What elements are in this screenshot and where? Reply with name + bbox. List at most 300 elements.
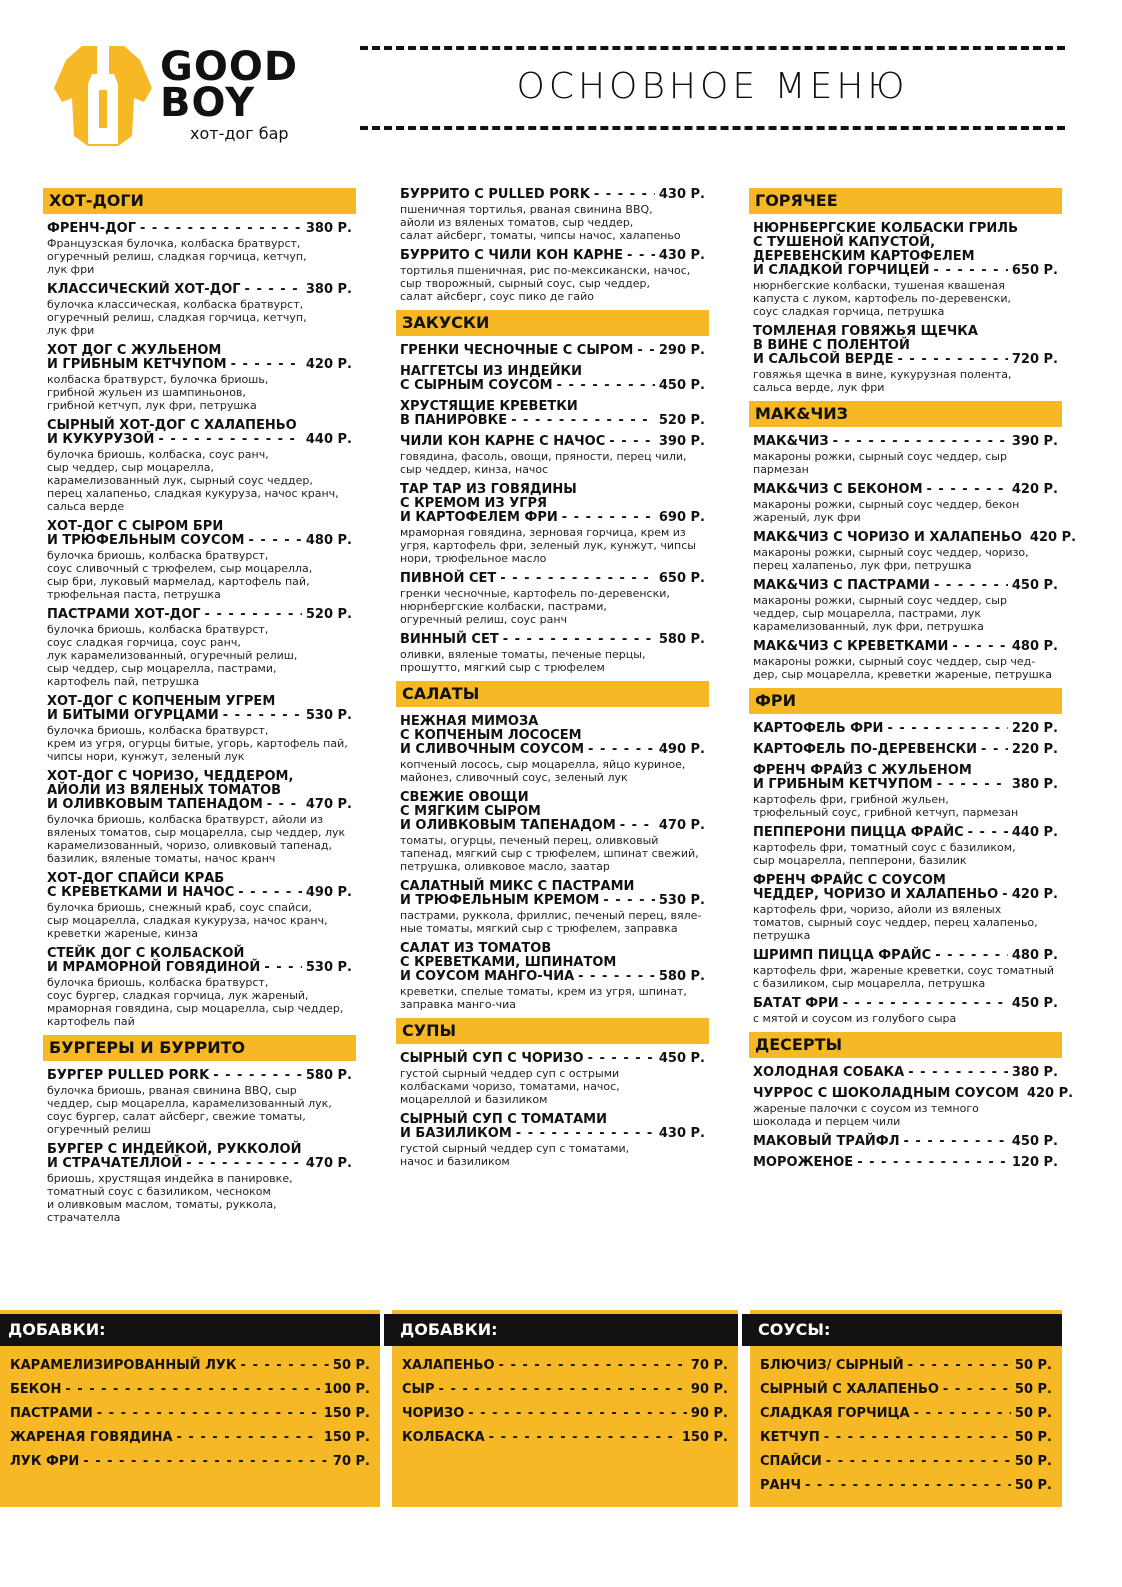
menu-item-name-last-line: И ГРИБНЫМ КЕТЧУПОМ [753, 777, 933, 792]
addon-item [402, 1406, 728, 1421]
menu-item [47, 872, 352, 940]
menu-item [753, 1135, 1058, 1149]
menu-item-description: макароны рожки, сырный соус чеддер, чоризо, перец халапеньо, лук фри, петрушка [753, 546, 1029, 572]
dot-leader [943, 1382, 1011, 1397]
menu-item-name: ГРЕНКИ ЧЕСНОЧНЫЕ С СЫРОМ [400, 343, 634, 358]
menu-item-name: МОРОЖЕНОЕ [753, 1155, 854, 1170]
addon-price: 50 Р. [332, 1358, 370, 1373]
addon-item [760, 1454, 1052, 1469]
menu-item-title [753, 1135, 1058, 1149]
menu-column-3 [749, 188, 1077, 1177]
menu-item [753, 579, 1058, 633]
menu-item-title [753, 435, 1058, 449]
dot-leader [213, 1069, 302, 1083]
menu-column-2 [396, 188, 709, 1175]
menu-item-title [400, 483, 705, 525]
addon-price: 50 Р. [1014, 1406, 1052, 1421]
addon-item [760, 1358, 1052, 1373]
menu-item-price: 450 Р. [1011, 578, 1058, 593]
menu-item-description: макароны рожки, сырный соус чеддер, сыр чед- дер, сыр моцарелла, креветки жареные, петрушка [753, 655, 1053, 681]
dot-leader [588, 1052, 655, 1066]
menu-item [753, 325, 1058, 394]
dot-leader [904, 1135, 1008, 1149]
menu-item-title [47, 283, 352, 297]
addons-panel-1 [0, 1310, 380, 1507]
dot-leader [603, 894, 655, 908]
menu-item-name: ХОТ-ДОГ С СЫРОМ БРИ [47, 519, 224, 534]
menu-item-title [47, 344, 352, 372]
menu-item-price: 420 Р. [1029, 530, 1077, 545]
menu-item-name: САЛАТНЫЙ МИКС С ПАСТРАМИ [400, 879, 635, 894]
menu-item-title [47, 872, 352, 900]
addon-item [760, 1430, 1052, 1445]
menu-item-name: НЕЖНАЯ МИМОЗА С КОПЧЕНЫМ ЛОСОСЕМ [400, 714, 582, 743]
dot-leader [934, 579, 1008, 593]
dot-leader [908, 1066, 1008, 1080]
addon-item [10, 1454, 370, 1469]
menu-item-price: 450 Р. [658, 378, 705, 393]
addon-name: ЖАРЕНАЯ ГОВЯДИНА [10, 1430, 173, 1445]
dot-leader [158, 433, 301, 447]
dot-leader [223, 709, 302, 723]
addon-name: РАНЧ [760, 1478, 801, 1493]
menu-item [753, 530, 1077, 572]
menu-item-name: КАРТОФЕЛЬ ФРИ [753, 721, 884, 736]
dot-leader [826, 1454, 1011, 1469]
menu-item-price: 420 Р. [1026, 1086, 1074, 1101]
menu-item-name-last-line: И БАЗИЛИКОМ [400, 1126, 512, 1141]
menu-item-name-last-line: И ГРИБНЫМ КЕТЧУПОМ [47, 357, 227, 372]
menu-item-description: с мятой и соусом из голубого сыра [753, 1012, 957, 1025]
menu-item-name: МАКОВЫЙ ТРАЙФЛ [753, 1134, 900, 1149]
panel-title: СОУСЫ: [742, 1314, 1062, 1346]
menu-item-price: 650 Р. [1011, 263, 1058, 278]
menu-item-price: 470 Р. [658, 818, 705, 833]
dot-leader [499, 1358, 687, 1373]
menu-item-name-last-line: И ОЛИВКОВЫМ ТАПЕНАДОМ [47, 797, 263, 812]
menu-item-name: ХОТ-ДОГ С ЧОРИЗО, ЧЕДДЕРОМ, АЙОЛИ ИЗ ВЯЛЕНЫХ ТОМАТОВ [47, 769, 294, 798]
menu-item-price: 470 Р. [305, 1156, 352, 1171]
menu-item [400, 942, 705, 1011]
dot-leader [562, 511, 655, 525]
menu-item-name: МАК&ЧИЗ С ПАСТРАМИ [753, 578, 930, 593]
menu-item-price: 470 Р. [305, 797, 352, 812]
addon-list [392, 1358, 738, 1454]
menu-item-title [400, 249, 705, 263]
menu-item-price: 450 Р. [1011, 996, 1058, 1011]
dot-leader [908, 1358, 1011, 1373]
menu-item-title [753, 722, 1058, 736]
addon-price: 150 Р. [323, 1406, 370, 1421]
menu-item [47, 344, 352, 412]
menu-item-name: СЫРНЫЙ ХОТ-ДОГ С ХАЛАПЕНЬО [47, 418, 297, 433]
menu-item-title [753, 640, 1058, 654]
menu-item-name: ТАР ТАР ИЗ ГОВЯДИНЫ С КРЕМОМ ИЗ УГРЯ [400, 482, 577, 511]
menu-item-price: 480 Р. [305, 533, 352, 548]
menu-item-description: картофель фри, чоризо, айоли из вяленых томатов, сырный соус чеддер, перец халапеньо, петрушка [753, 903, 1038, 942]
dot-leader [238, 886, 302, 900]
addon-item [10, 1382, 370, 1397]
menu-item-name-last-line: И КУКУРУЗОЙ [47, 432, 155, 447]
section-header: БУРГЕРЫ И БУРРИТО [43, 1035, 356, 1061]
menu-item-price: 520 Р. [305, 607, 352, 622]
menu-item-description: нюрнбегские колбаски, тушеная квашеная капуста с луком, картофель по-деревенски, соус сладкая горчица, петрушка [753, 279, 1012, 318]
section-header: ФРИ [749, 688, 1062, 714]
menu-item-price: 390 Р. [1011, 434, 1058, 449]
dot-leader [914, 1406, 1011, 1421]
addon-name: ХАЛАПЕНЬО [402, 1358, 495, 1373]
addon-item [10, 1406, 370, 1421]
addon-price: 70 Р. [332, 1454, 370, 1469]
menu-item-description: булочка бриошь, рваная свинина BBQ, сыр чеддер, сыр моцарелла, карамелизованный лук, соус бургер, салат айсберг, свежие томаты, огуречный релиш [47, 1084, 332, 1136]
addon-price: 50 Р. [1014, 1358, 1052, 1373]
section-header: СУПЫ [396, 1018, 709, 1044]
menu-item-description: креветки, спелые томаты, крем из угря, шпинат, заправка манго-чиа [400, 985, 687, 1011]
logo-subtitle: хот-дог бар [190, 124, 289, 143]
addon-name: СПАЙСИ [760, 1454, 822, 1469]
menu-item-name: ФРЕНЧ ФРАЙЗ С ЖУЛЬЕНОМ [753, 763, 972, 778]
menu-item-title [753, 949, 1058, 963]
menu-item-name: ХРУСТЯЩИЕ КРЕВЕТКИ [400, 399, 578, 414]
menu-item-price: 440 Р. [1011, 825, 1058, 840]
menu-item [400, 344, 705, 358]
menu-item-title [753, 483, 1058, 497]
addon-item [10, 1358, 370, 1373]
menu-item-name: ВИННЫЙ СЕТ [400, 632, 499, 647]
addon-price: 50 Р. [1014, 1454, 1052, 1469]
dot-leader [934, 264, 1008, 278]
menu-item [753, 874, 1058, 942]
menu-item-description: макароны рожки, сырный соус чеддер, сыр чеддер, сыр моцарелла, пастрами, лук карамелизованный, лук фри, петрушка [753, 594, 1007, 633]
menu-item [753, 640, 1058, 681]
menu-item-price: 720 Р. [1011, 352, 1058, 367]
menu-item-title [753, 743, 1058, 757]
dot-leader [65, 1382, 320, 1397]
menu-item-name: ПАСТРАМИ ХОТ-ДОГ [47, 607, 201, 622]
menu-item-price: 430 Р. [658, 187, 705, 202]
menu-item-name: БУРРИТО С ЧИЛИ КОН КАРНЕ [400, 248, 624, 263]
menu-item [753, 1086, 1074, 1128]
addon-price: 150 Р. [681, 1430, 728, 1445]
menu-item-name-last-line: ЧЕДДЕР, ЧОРИЗО И ХАЛАПЕНЬО [753, 887, 999, 902]
dot-leader [805, 1478, 1011, 1493]
section-header: САЛАТЫ [396, 681, 709, 707]
menu-item [753, 222, 1058, 318]
menu-item-price: 420 Р. [305, 357, 352, 372]
menu-item-name: ПЕППЕРОНИ ПИЦЦА ФРАЙС [753, 825, 964, 840]
menu-item-name: НАГГЕТСЫ ИЗ ИНДЕЙКИ [400, 364, 583, 379]
addon-name: ЛУК ФРИ [10, 1454, 80, 1469]
menu-item-title [753, 1086, 1074, 1101]
addon-price: 90 Р. [690, 1406, 728, 1421]
menu-item-title [47, 1143, 352, 1171]
panel-title: ДОБАВКИ: [384, 1314, 738, 1346]
menu-item [753, 483, 1058, 524]
menu-item [400, 791, 705, 873]
menu-item-description: булочка бриошь, колбаска братвурст, соус сладкая горчица, соус ранч, лук карамелизованный, огуречный релиш, сыр чеддер, сыр моцарелла, пастрами, картофель пай, петрушка [47, 623, 298, 688]
menu-item [400, 715, 705, 784]
menu-item-title [47, 419, 352, 447]
menu-item-price: 420 Р. [1011, 482, 1058, 497]
addon-price: 70 Р. [690, 1358, 728, 1373]
dot-leader [824, 1430, 1011, 1445]
menu-item [753, 997, 1058, 1025]
menu-item [753, 435, 1058, 476]
addon-name: КОЛБАСКА [402, 1430, 485, 1445]
section-header: ЗАКУСКИ [396, 310, 709, 336]
addon-item [402, 1430, 728, 1445]
menu-item-title [400, 344, 705, 358]
menu-item [47, 419, 352, 513]
menu-item-name-last-line: И БИТЫМИ ОГУРЦАМИ [47, 708, 219, 723]
addon-item [10, 1430, 370, 1445]
dot-leader [609, 435, 655, 449]
menu-item-price: 430 Р. [658, 248, 705, 263]
menu-item-name: БУРРИТО С PULLED PORK [400, 187, 590, 202]
menu-item-title [400, 880, 705, 908]
menu-item-title [400, 1113, 705, 1141]
dot-leader [500, 572, 655, 586]
menu-item [400, 1052, 705, 1106]
menu-item-description: пастрами, руккола, фриллис, печеный перец, вяле- ные томаты, мягкий сыр с трюфелем, заправка [400, 909, 702, 935]
dot-leader [588, 743, 655, 757]
menu-item-name-last-line: И МРАМОРНОЙ ГОВЯДИНОЙ [47, 960, 261, 975]
menu-item-name-last-line: И СОУСОМ МАНГО-ЧИА [400, 969, 575, 984]
dot-leader [264, 961, 302, 975]
menu-item-description: картофель фри, грибной жульен, трюфельный соус, грибной кетчуп, пармезан [753, 793, 1019, 819]
menu-item-price: 580 Р. [658, 969, 705, 984]
menu-item-price: 290 Р. [658, 343, 705, 358]
menu-item-name: МАК&ЧИЗ С БЕКОНОМ [753, 482, 923, 497]
menu-item-title [400, 572, 705, 586]
menu-item [400, 483, 705, 565]
menu-item-price: 450 Р. [1011, 1134, 1058, 1149]
menu-item-title [400, 400, 705, 428]
dot-leader [267, 798, 302, 812]
menu-item-description: булочка бриошь, колбаска братвурст, айоли из вяленых томатов, сыр моцарелла, сыр чеддер, лук карамелизованный, чоризо, оливковый тапенад, базилик, вяленые томаты, начос кранч [47, 813, 346, 865]
menu-item-price: 490 Р. [305, 885, 352, 900]
dot-leader [489, 1430, 678, 1445]
addon-price: 50 Р. [1014, 1382, 1052, 1397]
dot-leader [83, 1454, 329, 1469]
menu-item-title [753, 764, 1058, 792]
dot-leader [231, 358, 302, 372]
dot-leader [439, 1382, 687, 1397]
menu-item-description: макароны рожки, сырный соус чеддер, сыр пармезан [753, 450, 1007, 476]
menu-item-description: копченый лосось, сыр моцарелла, яйцо куриное, майонез, сливочный соус, зеленый лук [400, 758, 686, 784]
menu-item-description: томаты, огурцы, печеный перец, оливковый тапенад, мягкий сыр с трюфелем, шпинат свежий, петрушка, оливковое масло, заатар [400, 834, 699, 873]
menu-item-price: 380 Р. [1011, 1065, 1058, 1080]
menu-item-description: мраморная говядина, зерновая горчица, крем из угря, картофель фри, зеленый лук, кунжут, чипсы нори, трюфельное масло [400, 526, 696, 565]
menu-item [400, 365, 705, 393]
menu-item-title [400, 365, 705, 393]
dot-leader [140, 222, 302, 236]
menu-item-description: картофель фри, жареные креветки, соус томатный с базиликом, сыр моцарелла, петрушка [753, 964, 1055, 990]
menu-item [400, 249, 705, 303]
dot-leader [937, 778, 1008, 792]
dot-leader [594, 188, 655, 202]
menu-item [753, 826, 1058, 867]
menu-item-description: бриошь, хрустящая индейка в панировке, томатный соус с базиликом, чесноком и оливковым маслом, томаты, руккола, страчателла [47, 1172, 293, 1224]
menu-item-description: говяжья щечка в вине, кукурузная полента, сальса верде, лук фри [753, 368, 1012, 394]
addon-item [402, 1382, 728, 1397]
section-header: ГОРЯЧЕЕ [749, 188, 1062, 214]
addon-item [760, 1478, 1052, 1493]
menu-item-description: булочка бриошь, колбаска братвурст, крем из угря, огурцы битые, угорь, картофель пай, чипсы нори, кунжут, зеленый лук [47, 724, 348, 763]
menu-item-price: 440 Р. [305, 432, 352, 447]
menu-item-name: БУРГЕР PULLED PORK [47, 1068, 210, 1083]
addon-list [750, 1358, 1062, 1502]
menu-item-title [47, 520, 352, 548]
menu-item [47, 520, 352, 601]
menu-item-title [753, 579, 1058, 593]
menu-item-description: картофель фри, томатный соус с базиликом, сыр моцарелла, пепперони, базилик [753, 841, 1016, 867]
dog-logo-icon [48, 40, 158, 152]
menu-item-price: 530 Р. [305, 960, 352, 975]
menu-item-price: 480 Р. [1011, 639, 1058, 654]
dot-leader [1002, 888, 1008, 902]
menu-item-description: гренки чесночные, картофель по-деревенски, нюрнбергские колбаски, пастрами, огуречный релиш, соус ранч [400, 587, 670, 626]
menu-item [47, 608, 352, 688]
menu-item-name: ФРЕНЧ-ДОГ [47, 221, 136, 236]
menu-item-title [47, 695, 352, 723]
menu-item-price: 690 Р. [658, 510, 705, 525]
menu-item-name: ТОМЛЕНАЯ ГОВЯЖЬЯ ЩЕЧКА В ВИНЕ С ПОЛЕНТОЙ [753, 324, 978, 353]
menu-item-name: НЮРНБЕРГСКИЕ КОЛБАСКИ ГРИЛЬ С ТУШЕНОЙ КАПУСТОЙ, ДЕРЕВЕНСКИМ КАРТОФЕЛЕМ [753, 221, 1019, 264]
addon-price: 100 Р. [323, 1382, 370, 1397]
menu-item [753, 743, 1058, 757]
dot-leader [468, 1406, 687, 1421]
addon-list [0, 1358, 380, 1478]
dot-leader [952, 640, 1007, 654]
dot-leader [503, 633, 655, 647]
menu-item-title [400, 633, 705, 647]
menu-item-price: 480 Р. [1011, 948, 1058, 963]
menu-item-description: колбаска братвурст, булочка бриошь, грибной жульен из шампиньонов, грибной кетчуп, лук фри, петрушка [47, 373, 269, 412]
addon-item [760, 1406, 1052, 1421]
menu-item-title [753, 874, 1058, 902]
menu-item-description: пшеничная тортилья, рваная свинина BBQ, айоли из вяленых томатов, сыр чеддер, салат айсберг, томаты, чипсы начос, халапеньо [400, 203, 681, 242]
dot-leader [637, 344, 655, 358]
menu-item [400, 188, 705, 242]
menu-item [753, 1156, 1058, 1170]
menu-item-title [753, 826, 1058, 840]
menu-item-name-last-line: И СЛИВОЧНЫМ СОУСОМ [400, 742, 585, 757]
menu-item-price: 430 Р. [658, 1126, 705, 1141]
dot-leader [97, 1406, 320, 1421]
menu-item [400, 572, 705, 626]
menu-item-title [47, 1069, 352, 1083]
menu-item [400, 633, 705, 674]
addon-name: СЫР [402, 1382, 435, 1397]
menu-item-description: булочка классическая, колбаска братвурст, огуречный релиш, сладкая горчица, кетчуп, лук фри [47, 298, 307, 337]
menu-item-title [753, 997, 1058, 1011]
menu-item-description: жареные палочки с соусом из темного шоколада и перцем чили [753, 1102, 979, 1128]
menu-item-name: КЛАССИЧЕСКИЙ ХОТ-ДОГ [47, 282, 241, 297]
logo-wordmark-boy: BOY [160, 80, 256, 126]
addon-name: КАРАМЕЛИЗИРОВАННЫЙ ЛУК [10, 1358, 237, 1373]
menu-item [47, 770, 352, 865]
menu-item [753, 764, 1058, 819]
menu-item-title [47, 608, 352, 622]
menu-item-name: ХОЛОДНАЯ СОБАКА [753, 1065, 905, 1080]
menu-item-description: тортилья пшеничная, рис по-мексикански, начос, сыр творожный, сырный соус, сыр чеддер, салат айсберг, соус пико де гайо [400, 264, 691, 303]
menu-item-name: САЛАТ ИЗ ТОМАТОВ С КРЕВЕТКАМИ, ШПИНАТОМ [400, 941, 617, 970]
dot-leader [186, 1157, 302, 1171]
dot-leader [935, 949, 1008, 963]
menu-item-description: булочка бриошь, колбаска братвурст, соус бургер, сладкая горчица, лук жареный, мраморная говядина, сыр моцарелла, сыр чеддер, картофель пай [47, 976, 344, 1028]
menu-item-description: густой сырный чеддер суп с острыми колбасками чоризо, томатами, начос, моцареллой и базиликом [400, 1067, 620, 1106]
menu-item [400, 1113, 705, 1168]
menu-item-name: МАК&ЧИЗ С КРЕВЕТКАМИ [753, 639, 949, 654]
dot-leader [245, 283, 302, 297]
dot-leader [241, 1358, 329, 1373]
menu-item-name: СЫРНЫЙ СУП С ТОМАТАМИ [400, 1112, 607, 1127]
menu-item-price: 220 Р. [1011, 721, 1058, 736]
menu-item-title [400, 1052, 705, 1066]
dot-leader [177, 1430, 320, 1445]
addon-name: СЫРНЫЙ С ХАЛАПЕНЬО [760, 1382, 939, 1397]
menu-item-description: булочка бриошь, снежный краб, соус спайси, сыр моцарелла, сладкая кукуруза, начос кранч, креветки жареные, кинза [47, 901, 328, 940]
menu-item-name: ХОТ ДОГ С ЖУЛЬЕНОМ [47, 343, 222, 358]
dot-leader [843, 997, 1008, 1011]
dot-leader [857, 1156, 1008, 1170]
dot-leader [511, 414, 655, 428]
section-header: МАК&ЧИЗ [749, 401, 1062, 427]
title-divider-top [360, 46, 1065, 50]
addon-price: 90 Р. [690, 1382, 728, 1397]
menu-item-name-last-line: С СЫРНЫМ СОУСОМ [400, 378, 553, 393]
menu-item-name-last-line: В ПАНИРОВКЕ [400, 413, 508, 428]
dot-leader [620, 819, 655, 833]
menu-item [47, 947, 352, 1028]
menu-item-title [400, 435, 705, 449]
menu-item-name-last-line: И ОЛИВКОВЫМ ТАПЕНАДОМ [400, 818, 616, 833]
menu-item [47, 1143, 352, 1224]
menu-column-1 [43, 188, 356, 1231]
menu-item-price: 520 Р. [658, 413, 705, 428]
menu-item-description: макароны рожки, сырный соус чеддер, бекон жареный, лук фри [753, 498, 1020, 524]
menu-item [47, 222, 352, 276]
brand-logo [48, 40, 348, 155]
menu-item [47, 1069, 352, 1136]
menu-item-name: ШРИМП ПИЦЦА ФРАЙС [753, 948, 932, 963]
menu-item-name-last-line: И СТРАЧАТЕЛЛОЙ [47, 1156, 183, 1171]
addon-name: ЧОРИЗО [402, 1406, 465, 1421]
menu-item-title [400, 188, 705, 202]
sauces-panel [750, 1310, 1062, 1507]
menu-item-price: 380 Р. [305, 221, 352, 236]
menu-item-title [753, 530, 1077, 545]
menu-item-description: густой сырный чеддер суп с томатами, начос и базиликом [400, 1142, 630, 1168]
section-header: ХОТ-ДОГИ [43, 188, 356, 214]
menu-item-name-last-line: С КРЕВЕТКАМИ И НАЧОС [47, 885, 235, 900]
menu-item [753, 949, 1058, 990]
menu-item-price: 580 Р. [658, 632, 705, 647]
addon-price: 150 Р. [323, 1430, 370, 1445]
menu-item-price: 530 Р. [658, 893, 705, 908]
menu-item-title [753, 325, 1058, 367]
addon-price: 50 Р. [1014, 1478, 1052, 1493]
dot-leader [249, 534, 302, 548]
menu-item-description: булочка бриошь, колбаска братвурст, соус сливочный с трюфелем, сыр моцарелла, сыр бри, луковый мармелад, картофель пай, трюфельная паста, петрушка [47, 549, 313, 601]
menu-item-name: МАК&ЧИЗ С ЧОРИЗО И ХАЛАПЕНЬО [753, 530, 1022, 545]
dot-leader [833, 435, 1008, 449]
menu-item-title [400, 791, 705, 833]
dot-leader [205, 608, 302, 622]
menu-item [47, 695, 352, 763]
menu-item-title [47, 770, 352, 812]
